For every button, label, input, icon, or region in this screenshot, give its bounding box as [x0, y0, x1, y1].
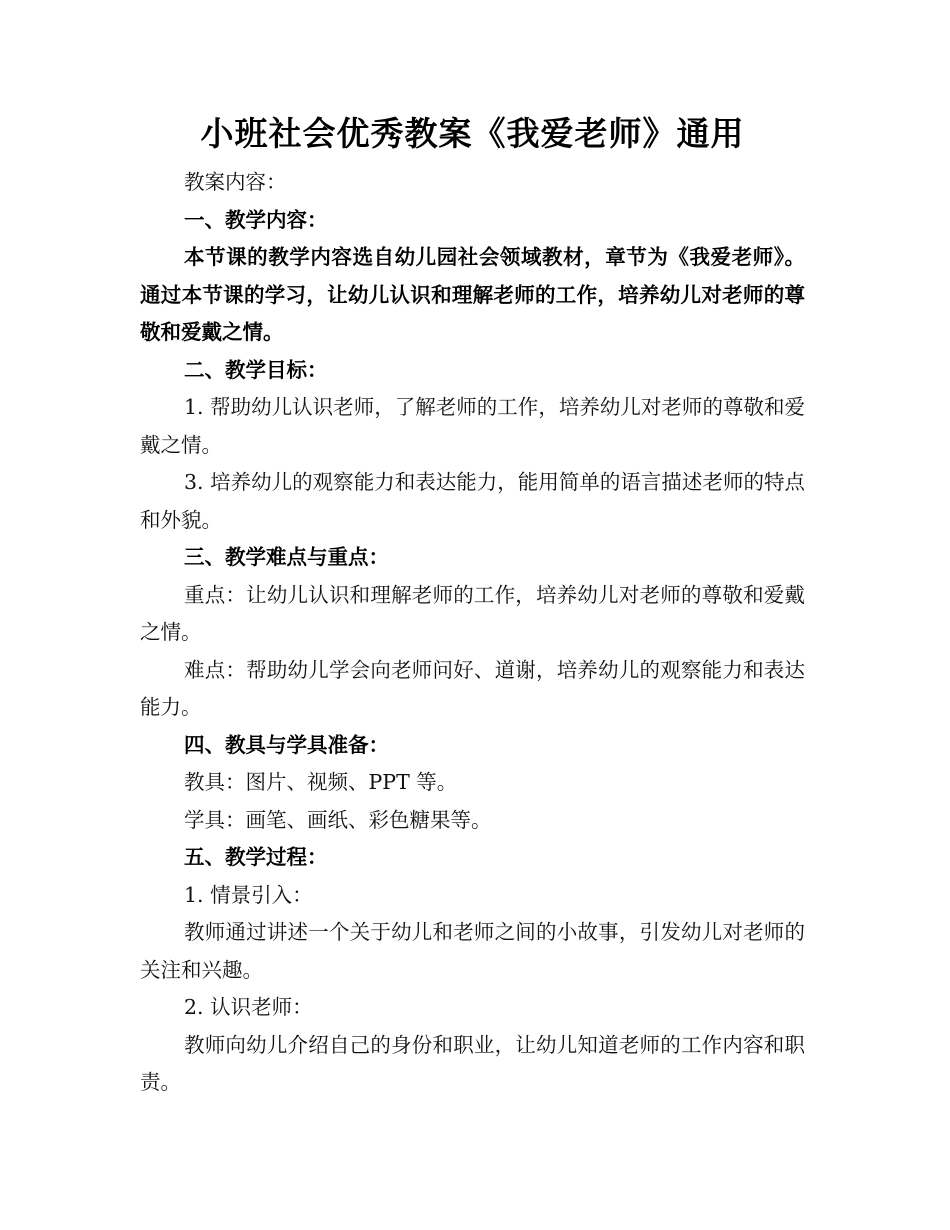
section-heading-process: 五、教学过程：: [184, 845, 328, 869]
key-point-paragraph: 重点：让幼儿认识和理解老师的工作，培养幼儿对老师的尊敬和爱戴之情。: [140, 582, 805, 644]
document-title: 小班社会优秀教案《我爱老师》通用: [200, 114, 745, 153]
process-step-1-heading: 1. 情景引入：: [184, 882, 313, 907]
objective-item-3: 3. 培养幼儿的观察能力和表达能力，能用简单的语言描述老师的特点和外貌。: [140, 470, 805, 532]
section-heading-materials: 四、教具与学具准备：: [184, 732, 389, 757]
process-step-1-text: 教师通过讲述一个关于幼儿和老师之间的小故事，引发幼儿对老师的关注和兴趣。: [140, 920, 805, 982]
objective-item-1: 1. 帮助幼儿认识老师，了解老师的工作，培养幼儿对老师的尊敬和爱戴之情。: [140, 395, 805, 457]
intro-label: 教案内容：: [184, 170, 287, 194]
section-heading-key-points: 三、教学难点与重点：: [184, 545, 389, 569]
section-heading-objectives: 二、教学目标：: [184, 357, 328, 382]
section-heading-content: 一、教学内容：: [184, 207, 328, 232]
content-paragraph: 本节课的教学内容选自幼儿园社会领域教材，章节为《我爱老师》。通过本节课的学习，让幼儿认识和理解老师的工作，培养幼儿对老师的尊敬和爱戴之情。: [140, 245, 805, 344]
difficulty-paragraph: 难点：帮助幼儿学会向老师问好、道谢，培养幼儿的观察能力和表达能力。: [140, 657, 805, 719]
process-step-2-heading: 2. 认识老师：: [184, 995, 313, 1019]
document-page: [140, 110, 805, 1102]
learning-aids-paragraph: 学具：画笔、画纸、彩色糖果等。: [184, 807, 492, 832]
teaching-aids-paragraph: 教具：图片、视频、PPT 等。: [184, 770, 458, 794]
process-step-2-text: 教师向幼儿介绍自己的身份和职业，让幼儿知道老师的工作内容和职责。: [140, 1032, 805, 1094]
